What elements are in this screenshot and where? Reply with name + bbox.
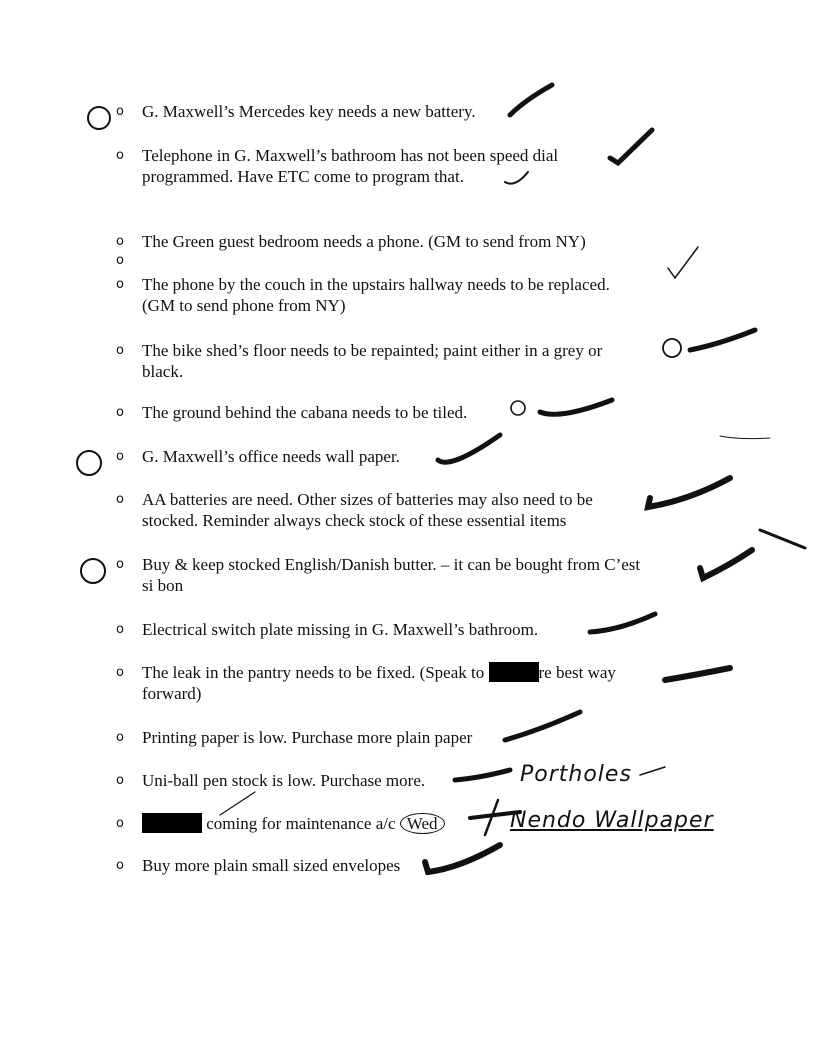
check-mark-icon bbox=[220, 792, 255, 815]
list-item bbox=[116, 101, 702, 122]
item-text-line2: forward) bbox=[142, 684, 202, 703]
bullet-icon: o bbox=[116, 665, 124, 680]
bullet-icon: o bbox=[116, 343, 124, 358]
list-item bbox=[116, 727, 702, 748]
list-item bbox=[116, 489, 702, 531]
list-item bbox=[116, 619, 702, 640]
bullet-icon: o bbox=[116, 492, 124, 507]
item-text-line2: stocked. Reminder always check stock of these essential items bbox=[142, 511, 567, 530]
circle-mark-icon bbox=[88, 107, 110, 129]
bullet-icon: o bbox=[116, 104, 124, 119]
list-item bbox=[116, 145, 702, 187]
list-item bbox=[116, 402, 702, 423]
bullet-icon: o bbox=[116, 277, 124, 292]
bullet-icon: o bbox=[116, 234, 124, 249]
item-text: Telephone in G. Maxwell’s bathroom has not been speed dial bbox=[142, 146, 559, 165]
item-text: Buy & keep stocked English/Danish butter. – it can be bought from C’est bbox=[142, 555, 641, 574]
bullet-icon: o bbox=[116, 816, 124, 831]
stray-mark-icon bbox=[760, 530, 805, 548]
item-text-line2: programmed. Have ETC come to program that. bbox=[142, 167, 464, 186]
list-item bbox=[116, 274, 702, 316]
list-item bbox=[116, 340, 702, 382]
stray-mark-icon bbox=[720, 436, 770, 439]
list-item bbox=[116, 446, 702, 467]
circle-mark-icon bbox=[81, 559, 105, 583]
item-text: coming for maintenance a/c bbox=[206, 814, 396, 833]
item-text: G. Maxwell’s Mercedes key needs a new battery. bbox=[142, 102, 476, 121]
item-text: G. Maxwell’s office needs wall paper. bbox=[142, 447, 400, 466]
item-text: Electrical switch plate missing in G. Maxwell’s bathroom. bbox=[142, 620, 539, 639]
item-text: Buy more plain small sized envelopes bbox=[142, 856, 401, 875]
bullet-icon: o bbox=[116, 858, 124, 873]
item-text: The leak in the pantry needs to be fixed. (Speak to bbox=[142, 663, 489, 682]
circle-mark-icon bbox=[77, 451, 101, 475]
bullet-icon: o bbox=[116, 730, 124, 745]
bullet-icon: o bbox=[116, 557, 124, 572]
item-text-line2: black. bbox=[142, 362, 184, 381]
bullet-icon: o bbox=[116, 622, 124, 637]
item-text: The bike shed’s floor needs to be repainted; paint either in a grey or bbox=[142, 341, 603, 360]
check-mark-icon bbox=[700, 550, 752, 578]
item-text-continued: re best way bbox=[538, 663, 616, 682]
item-text: Uni-ball pen stock is low. Purchase more. bbox=[142, 771, 426, 790]
list-item bbox=[116, 231, 702, 252]
item-text-line2: si bon bbox=[142, 576, 184, 595]
bullet-icon: o bbox=[116, 773, 124, 788]
item-text: The Green guest bedroom needs a phone. (GM to send from NY) bbox=[142, 232, 586, 251]
item-text-line2: (GM to send phone from NY) bbox=[142, 296, 346, 315]
item-text: Printing paper is low. Purchase more plain paper bbox=[142, 728, 473, 747]
bullet-icon: o bbox=[116, 405, 124, 420]
item-text: The ground behind the cabana needs to be tiled. bbox=[142, 403, 468, 422]
list-item bbox=[116, 855, 702, 876]
redaction-block bbox=[142, 813, 202, 833]
empty-bullet: o bbox=[116, 253, 124, 268]
bullet-icon: o bbox=[116, 148, 124, 163]
redaction-block bbox=[489, 662, 539, 682]
list-item bbox=[116, 554, 702, 596]
item-text: The phone by the couch in the upstairs hallway needs to be replaced. bbox=[142, 275, 610, 294]
handwritten-note-nendo: Nendo Wallpaper bbox=[510, 808, 714, 833]
item-text: AA batteries are need. Other sizes of batteries may also need to be bbox=[142, 490, 593, 509]
list-item bbox=[116, 662, 702, 704]
circled-text: Wed bbox=[400, 813, 445, 834]
handwritten-note-portholes: Portholes bbox=[520, 762, 632, 787]
bullet-icon: o bbox=[116, 449, 124, 464]
